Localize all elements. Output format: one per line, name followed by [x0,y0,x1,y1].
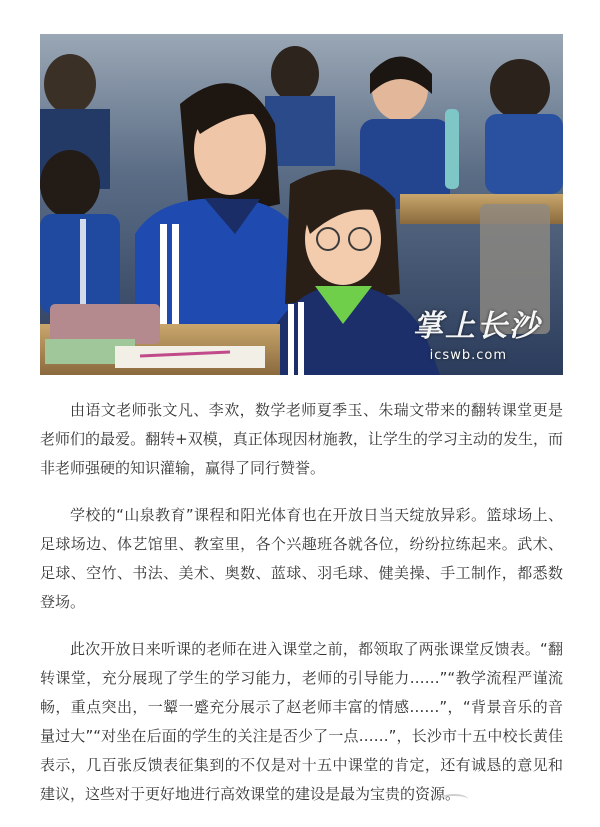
site-watermark-url: icswb.com [429,348,507,363]
article-paragraph-2: 学校的“山泉教育”课程和阳光体育也在开放日当天绽放异彩。篮球场上、足球场边、体艺馆里、教室里，各个兴趣班各就各位，纷纷拉练起来。武术、足球、空竹、书法、美术、奥数、蓝球、羽毛球、健美操、手工制作，都悉数登场。 [40,506,563,611]
partial-scroll-indicator [440,794,468,804]
classroom-photo [40,34,563,375]
article-paragraph-1: 由语文老师张文凡、李欢，数学老师夏季玉、朱瑞文带来的翻转课堂更是老师们的最爱。翻转+双模，真正体现因材施教，让学生的学习主动的发生，而非老师强硬的知识灌输，赢得了同行赞誉。 [40,401,563,477]
site-watermark-logo: 掌上长沙 [413,309,541,344]
article-paragraph-3: 此次开放日来听课的老师在进入课堂之前，都领取了两张课堂反馈表。“翻转课堂，充分展现了学生的学习能力，老师的引导能力……”“教学流程严谨流畅，重点突出，一颦一蹙充分展示了赵老师丰富的情感……”，“背景音乐的音量过大”“对坐在后面的学生的关注是否少了一点……”，长沙市十五中校长黄佳表示，几百张反馈表征集到的不仅是对十五中课堂的肯定，还有诚恳的意见和建议，这些对于更好地进行高效课堂的建设是最为宝贵的资源。 [40,640,563,803]
article-body [40,396,563,827]
